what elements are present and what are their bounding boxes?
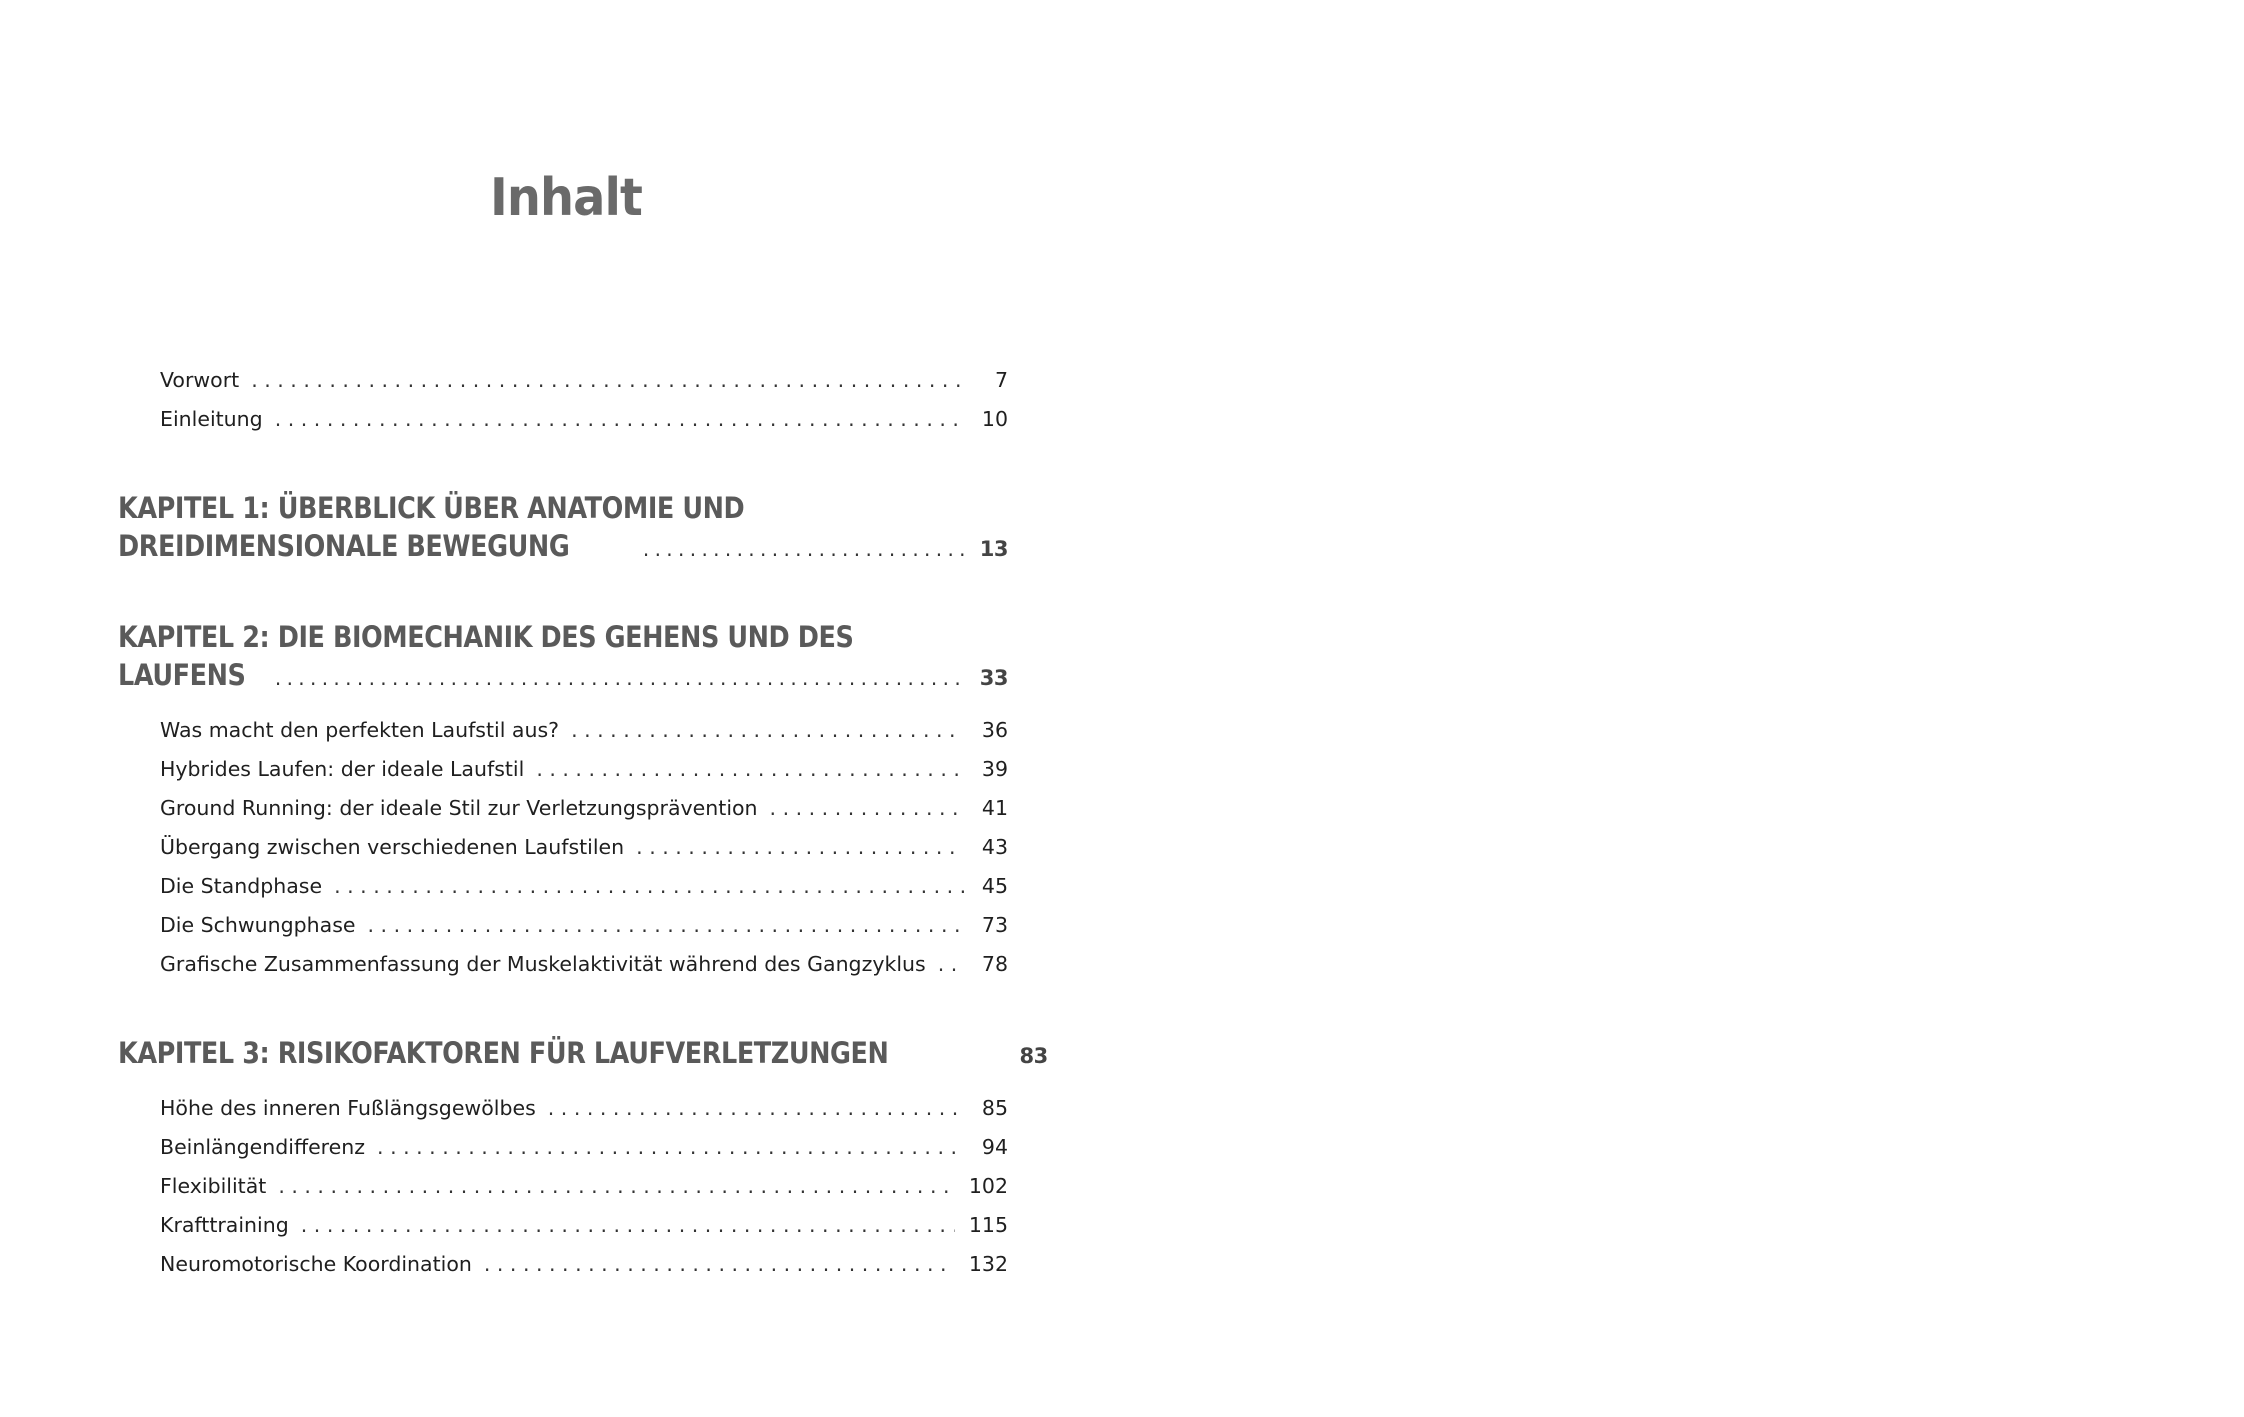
toc-entry-page: 7 xyxy=(994,368,1008,392)
toc-entry xyxy=(118,828,1008,867)
dot-leader xyxy=(643,530,966,568)
toc-entry xyxy=(118,1089,1008,1128)
toc-entry-page: 115 xyxy=(968,1213,1008,1237)
dot-leader xyxy=(251,361,964,400)
toc-entry xyxy=(118,1206,1008,1245)
chapter-heading xyxy=(118,489,1008,568)
toc-entry-label: Übergang zwischen verschiedenen Laufstilen xyxy=(160,835,625,859)
toc-entry-label: Flexibilität xyxy=(160,1174,267,1198)
dot-leader xyxy=(548,1089,964,1128)
dot-leader xyxy=(275,400,964,439)
chapter-page: 33 xyxy=(979,666,1008,690)
toc-entry xyxy=(118,711,1008,750)
chapter-heading xyxy=(118,618,1008,697)
toc-entry-page: 132 xyxy=(968,1252,1008,1276)
toc-entry-page: 36 xyxy=(981,718,1008,742)
toc-entry-label: Grafische Zusammenfassung der Muskelaktivität während des Gangzyklus xyxy=(160,952,926,976)
chapter-title-line2: DREIDIMENSIONALE BEWEGUNG xyxy=(118,529,570,563)
toc-entry-label: Die Schwungphase xyxy=(160,913,356,937)
toc-entry-page: 10 xyxy=(981,407,1008,431)
toc-entry-label: Einleitung xyxy=(160,407,263,431)
toc-entry-page: 85 xyxy=(981,1096,1008,1120)
toc-entry xyxy=(118,1167,1008,1206)
toc-title: Inhalt xyxy=(490,168,642,228)
toc-entry xyxy=(118,750,1008,789)
toc-entry-label: Höhe des inneren Fußlängsgewölbes xyxy=(160,1096,536,1120)
toc-entry-page: 102 xyxy=(968,1174,1008,1198)
dot-leader xyxy=(536,750,964,789)
toc-entry-label: Die Standphase xyxy=(160,874,323,898)
toc-entry-page: 94 xyxy=(981,1135,1008,1159)
toc-entry-label: Beinlängendifferenz xyxy=(160,1135,366,1159)
chapter-heading xyxy=(118,1034,1048,1075)
chapter-title-line1: KAPITEL 2: DIE BIOMECHANIK DES GEHENS UND DES xyxy=(118,620,854,654)
toc-entry xyxy=(118,945,1008,984)
chapter-page: 13 xyxy=(979,537,1008,561)
toc-entry-label: Ground Running: der ideale Stil zur Verletzungsprävention xyxy=(160,796,758,820)
toc-entry xyxy=(118,1245,1008,1284)
dot-leader xyxy=(334,867,964,906)
toc-entry xyxy=(118,906,1008,945)
toc-entry-label: Was macht den perfekten Laufstil aus? xyxy=(160,718,560,742)
dot-leader xyxy=(571,711,964,750)
toc-entry-label: Krafttraining xyxy=(160,1213,289,1237)
toc-entry xyxy=(118,361,1008,400)
dot-leader xyxy=(377,1128,964,1167)
chapter-title-line2: KAPITEL 3: RISIKOFAKTOREN FÜR LAUFVERLETZUNGEN xyxy=(118,1036,889,1070)
toc-entry xyxy=(118,400,1008,439)
toc-entry-label: Hybrides Laufen: der ideale Laufstil xyxy=(160,757,525,781)
toc-entry-page: 45 xyxy=(981,874,1008,898)
chapter-title-line2: LAUFENS xyxy=(118,658,246,692)
toc-entry-page: 41 xyxy=(981,796,1008,820)
dot-leader xyxy=(368,906,964,945)
toc-entry-label: Vorwort xyxy=(160,368,240,392)
toc-entry-page: 78 xyxy=(981,952,1008,976)
dot-leader xyxy=(770,789,964,828)
chapter-page: 83 xyxy=(1019,1044,1048,1068)
dot-leader xyxy=(278,1167,955,1206)
dot-leader xyxy=(938,945,964,984)
toc-entry-page: 39 xyxy=(981,757,1008,781)
toc-entry-page: 73 xyxy=(981,913,1008,937)
dot-leader xyxy=(636,828,964,867)
dot-leader xyxy=(301,1206,955,1245)
dot-leader xyxy=(484,1245,955,1284)
chapter-title-line1: KAPITEL 1: ÜBERBLICK ÜBER ANATOMIE UND xyxy=(118,491,745,525)
left-toc-column xyxy=(118,361,1048,1284)
toc-entry xyxy=(118,867,1008,906)
toc-entry-page: 43 xyxy=(981,835,1008,859)
toc-entry xyxy=(118,789,1008,828)
dot-leader xyxy=(275,659,966,697)
toc-entry-label: Neuromotorische Koordination xyxy=(160,1252,472,1276)
toc-entry xyxy=(118,1128,1008,1167)
